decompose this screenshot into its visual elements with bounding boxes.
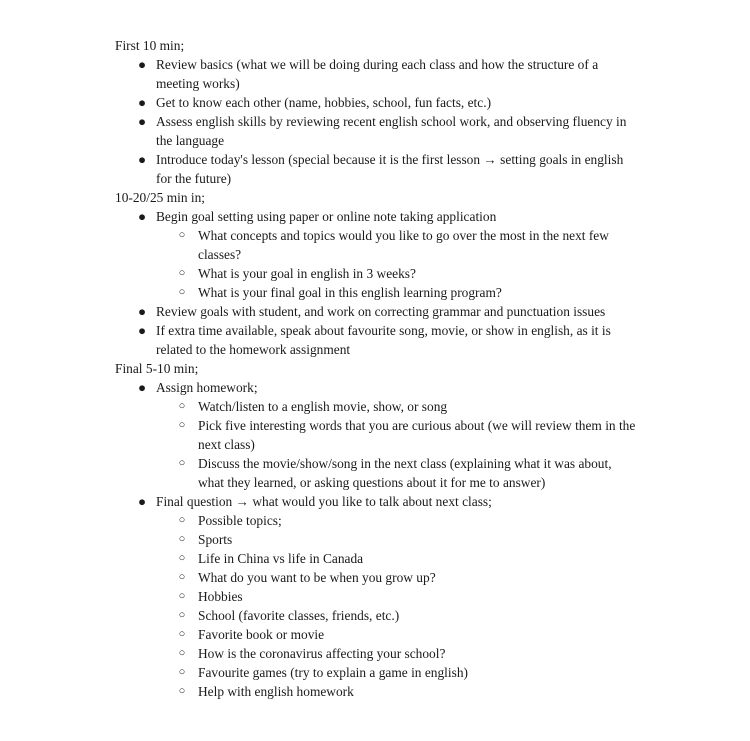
list-item-text: If extra time available, speak about favourite song, movie, or show in english, as it is related to the homework assignment xyxy=(156,323,611,357)
list-item xyxy=(0,55,636,93)
sub-list-item-text: Favourite games (try to explain a game in english) xyxy=(198,665,468,680)
sub-list-item xyxy=(0,454,636,492)
list-item xyxy=(0,492,636,511)
list-item xyxy=(0,93,636,112)
sub-list-item xyxy=(0,606,636,625)
list-item-text: Assess english skills by reviewing recent english school work, and observing fluency in the language xyxy=(156,114,627,148)
sub-list-item-text: What is your goal in english in 3 weeks? xyxy=(198,266,416,281)
sub-list-item-text: Hobbies xyxy=(198,589,243,604)
bullet-icon: ● xyxy=(137,152,147,167)
sub-list-item xyxy=(0,283,636,302)
sub-list-item xyxy=(0,625,636,644)
list-item-text: Get to know each other (name, hobbies, school, fun facts, etc.) xyxy=(156,95,492,110)
bullet-icon: ● xyxy=(137,209,147,224)
sub-list-item-text: Watch/listen to a english movie, show, or song xyxy=(198,399,448,414)
sub-list-item-text: Help with english homework xyxy=(198,684,354,699)
sub-list-item-text: What concepts and topics would you like to go over the most in the next few classes? xyxy=(198,228,609,262)
bullet-icon: ● xyxy=(137,323,147,338)
sub-list-item-text: Possible topics; xyxy=(198,513,282,528)
bullet-icon: ● xyxy=(137,494,147,509)
section-heading: First 10 min; xyxy=(115,38,185,53)
sub-list-item-text: Life in China vs life in Canada xyxy=(198,551,364,566)
circle-bullet-icon: ○ xyxy=(178,552,186,564)
list-item xyxy=(0,150,636,188)
list-item xyxy=(0,207,636,226)
sub-list-item xyxy=(0,663,636,682)
list-item xyxy=(0,112,636,150)
sub-list-item-text: Sports xyxy=(198,532,233,547)
list-item xyxy=(0,321,636,359)
circle-bullet-icon: ○ xyxy=(178,400,186,412)
circle-bullet-icon: ○ xyxy=(178,419,186,431)
lesson-plan-document xyxy=(0,36,750,701)
list-item xyxy=(0,302,636,321)
sub-list-item xyxy=(0,682,636,701)
circle-bullet-icon: ○ xyxy=(178,514,186,526)
sub-list-item-text: Pick five interesting words that you are curious about (we will review them in the next class) xyxy=(198,418,636,452)
circle-bullet-icon: ○ xyxy=(178,609,186,621)
circle-bullet-icon: ○ xyxy=(178,647,186,659)
section-heading: Final 5-10 min; xyxy=(115,361,199,376)
sub-list-item xyxy=(0,226,636,264)
list-item-text: Final question → what would you like to talk about next class; xyxy=(156,494,492,509)
list-item-text: Assign homework; xyxy=(156,380,258,395)
circle-bullet-icon: ○ xyxy=(178,571,186,583)
bullet-icon: ● xyxy=(137,57,147,72)
sub-list-item-text: How is the coronavirus affecting your school? xyxy=(198,646,446,661)
circle-bullet-icon: ○ xyxy=(178,628,186,640)
circle-bullet-icon: ○ xyxy=(178,286,186,298)
list-item-text: Introduce today's lesson (special because it is the first lesson → setting goals in english for the future) xyxy=(156,152,624,186)
bullet-icon: ● xyxy=(137,114,147,129)
circle-bullet-icon: ○ xyxy=(178,229,186,241)
sub-list-item xyxy=(0,568,636,587)
sub-list-item xyxy=(0,397,636,416)
sub-list-item xyxy=(0,530,636,549)
sub-list-item xyxy=(0,549,636,568)
circle-bullet-icon: ○ xyxy=(178,666,186,678)
sub-list-item xyxy=(0,644,636,663)
sub-list-item xyxy=(0,264,636,283)
sub-list-item-text: What do you want to be when you grow up? xyxy=(198,570,436,585)
list-item xyxy=(0,378,636,397)
sub-list-item-text: Favorite book or movie xyxy=(198,627,325,642)
sub-list-item-text: What is your final goal in this english learning program? xyxy=(198,285,502,300)
section-heading: 10-20/25 min in; xyxy=(115,190,206,205)
sub-list-item-text: Discuss the movie/show/song in the next class (explaining what it was about, what they learned, or asking questions about it for me to answer) xyxy=(198,456,612,490)
sub-list-item xyxy=(0,416,636,454)
circle-bullet-icon: ○ xyxy=(178,590,186,602)
list-item-text: Begin goal setting using paper or online note taking application xyxy=(156,209,497,224)
circle-bullet-icon: ○ xyxy=(178,267,186,279)
sub-list-item xyxy=(0,511,636,530)
circle-bullet-icon: ○ xyxy=(178,457,186,469)
circle-bullet-icon: ○ xyxy=(178,533,186,545)
list-item-text: Review goals with student, and work on correcting grammar and punctuation issues xyxy=(156,304,606,319)
list-item-text: Review basics (what we will be doing during each class and how the structure of a meeting works) xyxy=(156,57,599,91)
sub-list-item xyxy=(0,587,636,606)
bullet-icon: ● xyxy=(137,380,147,395)
sub-list-item-text: School (favorite classes, friends, etc.) xyxy=(198,608,400,623)
bullet-icon: ● xyxy=(137,95,147,110)
bullet-icon: ● xyxy=(137,304,147,319)
circle-bullet-icon: ○ xyxy=(178,685,186,697)
